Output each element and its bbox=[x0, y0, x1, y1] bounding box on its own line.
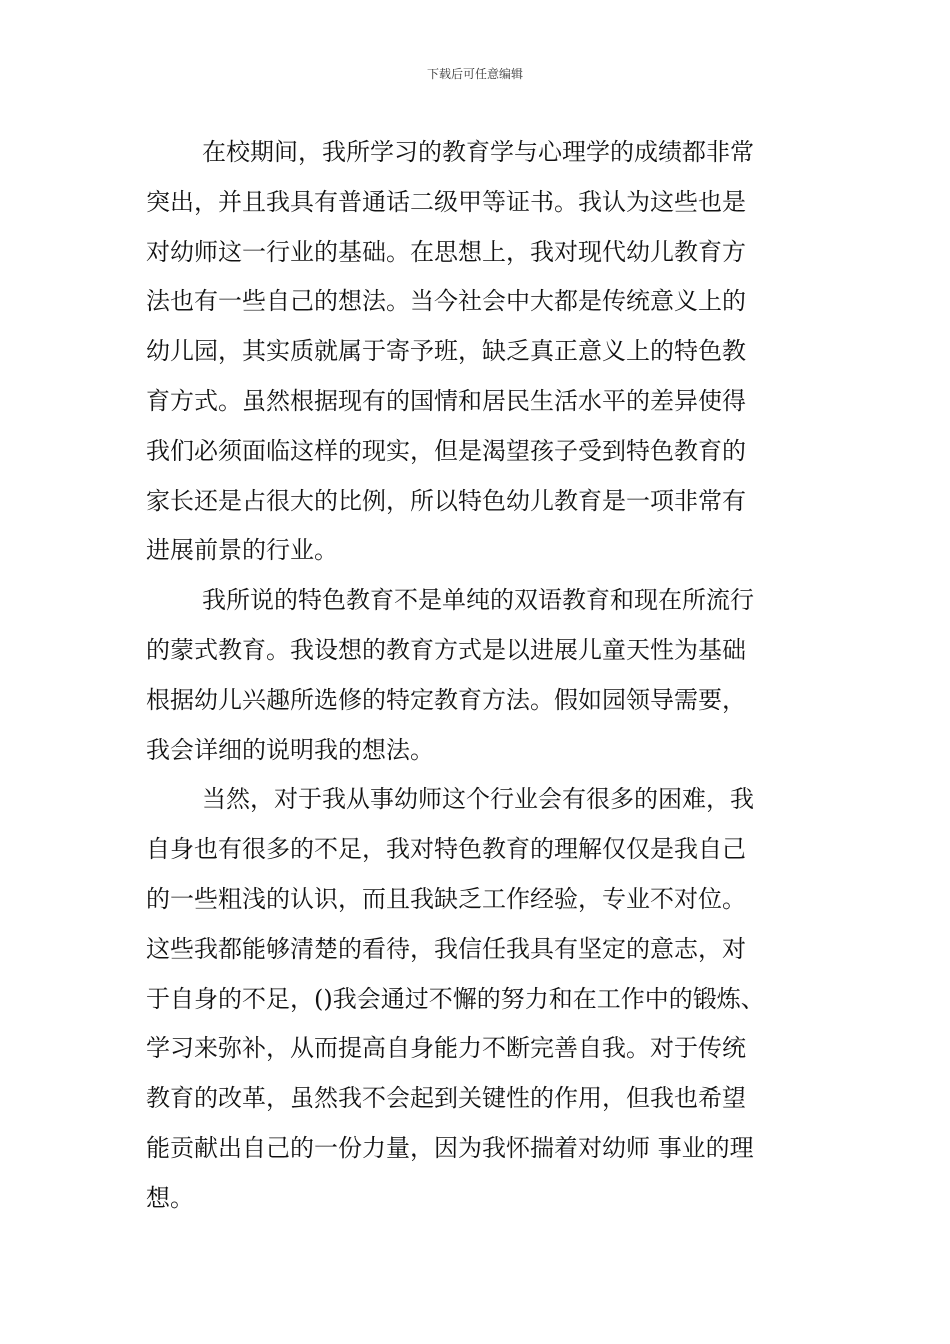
text-line: 的一些粗浅的认识，而且我缺乏工作经验，专业不对位。 bbox=[146, 884, 746, 913]
text-line: 当然，对于我从事幼师这个行业会有很多的困难，我 bbox=[202, 785, 754, 814]
text-line: 幼儿园，其实质就属于寄予班，缺乏真正意义上的特色教 bbox=[146, 337, 746, 366]
text-line: 对幼师这一行业的基础。在思想上，我对现代幼儿教育方 bbox=[146, 237, 746, 266]
text-line: 法也有一些自己的想法。当今社会中大都是传统意义上的 bbox=[146, 287, 746, 316]
text-line: 教育的改革，虽然我不会起到关键性的作用，但我也希望 bbox=[146, 1084, 746, 1113]
paragraph-3 bbox=[146, 775, 806, 1223]
text-line: 在校期间，我所学习的教育学与心理学的成绩都非常 bbox=[202, 138, 754, 166]
text-line: 能贡献出自己的一份力量，因为我怀揣着对幼师 事业的理 bbox=[146, 1133, 754, 1162]
page-header: 下载后可任意编辑 bbox=[426, 67, 523, 81]
document-body bbox=[146, 128, 806, 1224]
text-line: 我们必须面临这样的现实，但是渴望孩子受到特色教育的 bbox=[146, 436, 746, 465]
text-line: 的蒙式教育。我设想的教育方式是以进展儿童天性为基础 bbox=[146, 635, 746, 664]
text-line: 我会详细的说明我的想法。 bbox=[146, 735, 434, 764]
paragraph-1 bbox=[146, 128, 806, 576]
text-line: 想。 bbox=[146, 1183, 194, 1212]
paragraph-2 bbox=[146, 576, 806, 775]
text-line: 自身也有很多的不足，我对特色教育的理解仅仅是我自己 bbox=[146, 835, 746, 864]
text-line: 于自身的不足，()我会通过不懈的努力和在工作中的锻炼、 bbox=[146, 984, 765, 1013]
text-line: 突出，并且我具有普通话二级甲等证书。我认为这些也是 bbox=[146, 187, 746, 216]
text-line: 家长还是占很大的比例，所以特色幼儿教育是一项非常有 bbox=[146, 486, 746, 515]
text-line: 学习来弥补，从而提高自身能力不断完善自我。对于传统 bbox=[146, 1034, 746, 1063]
text-line: 进展前景的行业。 bbox=[146, 536, 338, 565]
text-line: 根据幼儿兴趣所选修的特定教育方法。假如园领导需要， bbox=[146, 685, 746, 714]
text-line: 育方式。虽然根据现有的国情和居民生活水平的差异使得 bbox=[146, 386, 746, 415]
text-line: 我所说的特色教育不是单纯的双语教育和现在所流行 bbox=[202, 586, 754, 615]
text-line: 这些我都能够清楚的看待，我信任我具有坚定的意志，对 bbox=[146, 934, 746, 963]
